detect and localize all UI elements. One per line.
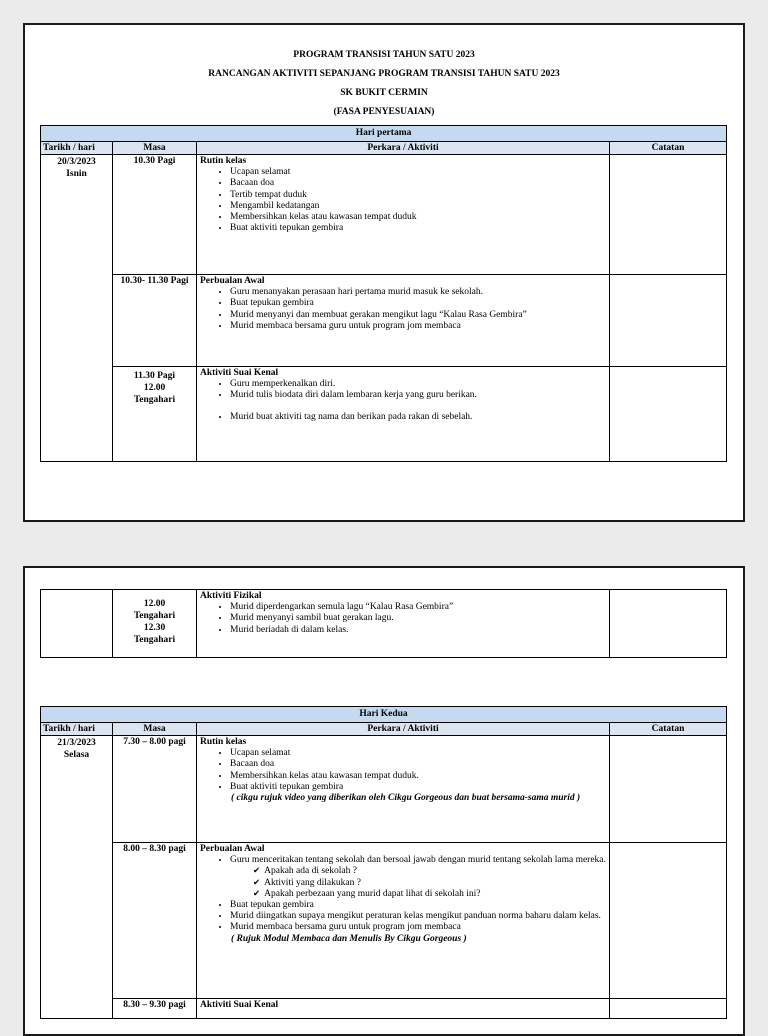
list-item: • Tertib tempat duduk bbox=[230, 190, 606, 201]
notes-cell bbox=[610, 999, 727, 1019]
time-cell: 10.30- 11.30 Pagi bbox=[113, 275, 197, 367]
time-cell: 8.00 – 8.30 pagi bbox=[113, 843, 197, 999]
list-item: • Murid diingatkan supaya mengikut peraturan kelas mengikut panduan norma baharu dalam kelas. bbox=[230, 911, 606, 922]
table-row bbox=[41, 155, 727, 275]
list-item: • Murid beriadah di dalam kelas. bbox=[230, 625, 606, 636]
table-row bbox=[41, 843, 727, 999]
date-value: 21/3/2023 bbox=[57, 738, 96, 748]
notes-cell bbox=[610, 843, 727, 999]
col-notes-header: Catatan bbox=[610, 142, 727, 155]
list-item: • Bacaan doa bbox=[230, 178, 606, 189]
checklist-item: ✔ Apakah ada di sekolah ? bbox=[253, 866, 606, 877]
weekday-value: Selasa bbox=[63, 750, 90, 760]
table-row bbox=[41, 367, 727, 462]
list-item: • Murid menyanyi sambil buat gerakan lagu. bbox=[230, 613, 606, 624]
col-time-header: Masa bbox=[113, 723, 197, 736]
list-item: • Murid membaca bersama guru untuk program jom membaca bbox=[230, 922, 606, 933]
day-banner: Hari Kedua bbox=[41, 707, 727, 723]
date-cell bbox=[41, 155, 113, 462]
notes-cell bbox=[610, 155, 727, 275]
list-item: • Buat aktiviti tepukan gembira bbox=[230, 782, 606, 793]
notes-cell bbox=[610, 736, 727, 843]
activity-title: Aktiviti Fizikal bbox=[200, 591, 262, 601]
notes-cell bbox=[610, 367, 727, 462]
list-item: • Guru memperkenalkan diri. bbox=[230, 379, 606, 390]
time-cell bbox=[113, 590, 197, 658]
activity-list bbox=[200, 412, 606, 423]
list-item: • Guru menanyakan perasaan hari pertama murid masuk ke sekolah. bbox=[230, 287, 606, 298]
list-item bbox=[230, 855, 606, 900]
list-item: • Membersihkan kelas atau kawasan tempat duduk. bbox=[230, 771, 606, 782]
notes-cell bbox=[610, 590, 727, 658]
time-start-label: Tengahari bbox=[133, 611, 176, 621]
activity-cell bbox=[197, 736, 610, 843]
checklist-item: ✔ Apakah perbezaan yang murid dapat lihat di sekolah ini? bbox=[253, 889, 606, 900]
list-item: • Ucapan selamat bbox=[230, 748, 606, 759]
question-checklist bbox=[230, 866, 606, 900]
list-item: • Ucapan selamat bbox=[230, 167, 606, 178]
time-end: 12.00 bbox=[143, 383, 166, 393]
table-row bbox=[41, 999, 727, 1019]
activity-title: Aktiviti Suai Kenal bbox=[200, 368, 279, 378]
document-page-1 bbox=[23, 23, 745, 522]
activity-title: Perbualan Awal bbox=[200, 844, 265, 854]
col-activity-header: Perkara / Aktiviti bbox=[197, 723, 610, 736]
reference-note: ( cikgu rujuk video yang diberikan oleh Cikgu Gorgeous dan buat bersama-sama murid ) bbox=[231, 793, 581, 804]
column-header-row bbox=[41, 142, 727, 155]
activity-cell bbox=[197, 590, 610, 658]
date-value: 20/3/2023 bbox=[57, 157, 96, 167]
weekday-value: Isnin bbox=[66, 169, 87, 179]
activity-cell bbox=[197, 999, 610, 1019]
time-end-label: Tengahari bbox=[133, 635, 176, 645]
day-banner: Hari pertama bbox=[41, 126, 727, 142]
activity-title: Perbualan Awal bbox=[200, 276, 265, 286]
document-page-2 bbox=[23, 566, 745, 1036]
col-time-header: Masa bbox=[113, 142, 197, 155]
time-start: 11.30 Pagi bbox=[133, 371, 176, 381]
list-item: • Buat tepukan gembira bbox=[230, 900, 606, 911]
time-end: 12.30 bbox=[143, 623, 166, 633]
time-cell: 7.30 – 8.00 pagi bbox=[113, 736, 197, 843]
table-row bbox=[41, 736, 727, 843]
notes-cell bbox=[610, 275, 727, 367]
time-cell: 8.30 – 9.30 pagi bbox=[113, 999, 197, 1019]
reference-note: ( Rujuk Modul Membaca dan Menulis By Cikgu Gorgeous ) bbox=[231, 933, 467, 944]
col-activity-header: Perkara / Aktiviti bbox=[197, 142, 610, 155]
date-cell bbox=[41, 736, 113, 1019]
activity-cell bbox=[197, 155, 610, 275]
list-item: • Murid menyanyi dan membuat gerakan mengikut lagu “Kalau Rasa Gembira” bbox=[230, 310, 606, 321]
day2-schedule-table bbox=[40, 706, 727, 1019]
list-item: • Murid tulis biodata diri dalam lembaran kerja yang guru berikan. bbox=[230, 390, 606, 401]
table-row bbox=[41, 590, 727, 658]
day1-continued-table bbox=[40, 589, 727, 658]
list-item: • Bacaan doa bbox=[230, 759, 606, 770]
time-cell: 10.30 Pagi bbox=[113, 155, 197, 275]
day1-schedule-table bbox=[40, 125, 727, 462]
activity-list bbox=[200, 167, 606, 234]
time-cell bbox=[113, 367, 197, 462]
checklist-item: ✔ Aktiviti yang dilakukan ? bbox=[253, 878, 606, 889]
activity-title: Rutin kelas bbox=[200, 737, 247, 747]
activity-cell bbox=[197, 275, 610, 367]
table-row bbox=[41, 275, 727, 367]
activity-list bbox=[200, 287, 606, 332]
activity-list bbox=[200, 602, 606, 636]
school-name: SK BUKIT CERMIN bbox=[340, 88, 428, 98]
list-item: • Murid membaca bersama guru untuk program jom membaca bbox=[230, 321, 606, 332]
activity-cell bbox=[197, 367, 610, 462]
activity-list bbox=[200, 748, 606, 793]
list-item: • Murid diperdengarkan semula lagu “Kalau Rasa Gembira” bbox=[230, 602, 606, 613]
document-header bbox=[25, 46, 743, 122]
activity-cell bbox=[197, 843, 610, 999]
date-cell bbox=[41, 590, 113, 658]
activity-list bbox=[200, 855, 606, 933]
col-date-header: Tarikh / hari bbox=[41, 142, 113, 155]
activity-list bbox=[200, 379, 606, 401]
list-item-text: Guru menceritakan tentang sekolah dan bersoal jawab dengan murid tentang sekolah lama mereka. bbox=[230, 855, 606, 866]
phase-label: (FASA PENYESUAIAN) bbox=[333, 107, 435, 117]
time-start: 12.00 bbox=[143, 599, 166, 609]
col-notes-header: Catatan bbox=[610, 723, 727, 736]
list-item: • Buat aktiviti tepukan gembira bbox=[230, 223, 606, 234]
column-header-row bbox=[41, 723, 727, 736]
list-item: • Murid buat aktiviti tag nama dan berikan pada rakan di sebelah. bbox=[230, 412, 606, 423]
activity-title: Rutin kelas bbox=[200, 156, 247, 166]
list-item: • Buat tepukan gembira bbox=[230, 298, 606, 309]
plan-title: RANCANGAN AKTIVITI SEPANJANG PROGRAM TRANSISI TAHUN SATU 2023 bbox=[208, 69, 560, 79]
col-date-header: Tarikh / hari bbox=[41, 723, 113, 736]
activity-title: Aktiviti Suai Kenal bbox=[200, 1000, 279, 1010]
program-title: PROGRAM TRANSISI TAHUN SATU 2023 bbox=[293, 50, 475, 60]
list-item: • Mengambil kedatangan bbox=[230, 201, 606, 212]
time-end-label: Tengahari bbox=[133, 395, 176, 405]
list-item: • Membersihkan kelas atau kawasan tempat duduk bbox=[230, 212, 606, 223]
